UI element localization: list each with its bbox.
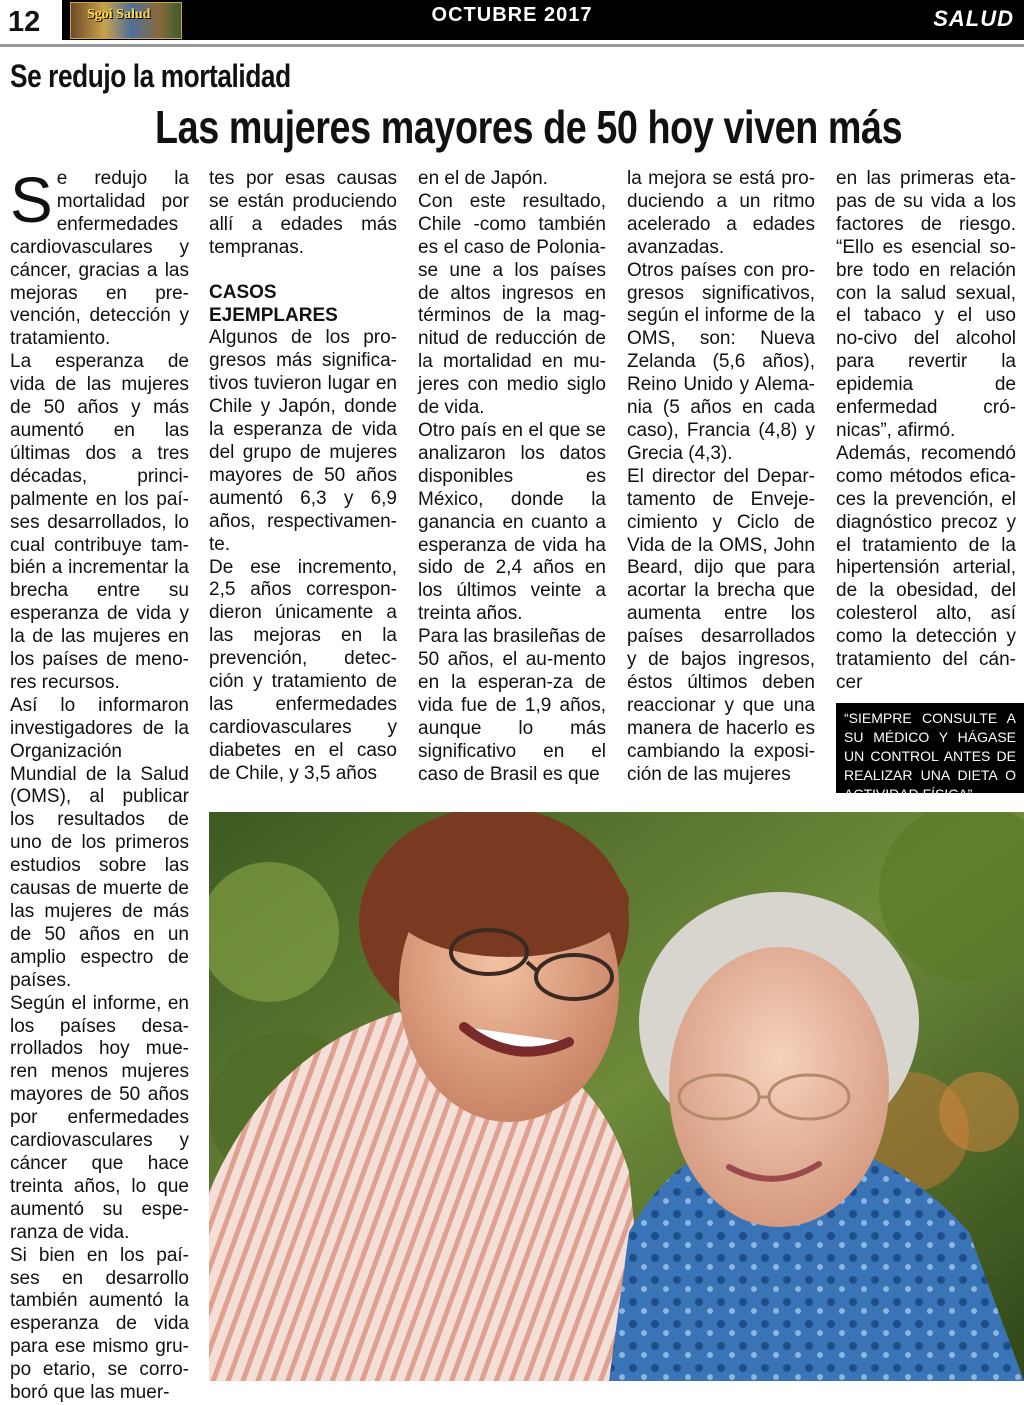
photo-two-women [209,812,1024,1381]
paragraph: Además, recomendó como métodos efica-ces la prevención, el diagnóstico precoz y el tratamiento de la hipertensión arterial, de la obesidad, del colesterol alto, así como la detección y tratamiento del cán-cer [836,442,1016,693]
page-number: 12 [0,0,62,40]
paragraph: tes por esas causas se están produciendo allí a edades más tempranas. [209,168,397,258]
paragraph: La esperanza de vida de las mujeres de 50 años y más aumentó en las últimas dos a tres décadas, princi-palmente en los paí-ses desarrollados, lo cual contribuye tam-bién a incrementar la brecha entre su esperanza de vida y la de las mujeres en los países de meno-res recursos. [10,351,189,693]
paragraph: Con este resultado, Chile -como también es el caso de Polonia- se une a los países de altos ingresos en términos de la mag-nitud de reducción de la mortalidad en mu-jeres con medio siglo de vida. [418,190,606,419]
article-headline: Las mujeres mayores de 50 hoy viven más [155,101,903,153]
paragraph: Si bien en los paí-ses en desarrollo también aumentó la esperanza de vida para ese mismo gru-po etario, se corro-boró que las muer- [10,1244,189,1404]
paragraph: De ese incremento, 2,5 años correspon-dieron únicamente a las mejoras en la prevención, detec-ción y tratamiento de las enfermedades cardiovasculares y diabetes en el caso de Chile, y 3,5 años [209,556,397,784]
paragraph: Para las brasileñas de 50 años, el au-mento en la esperan-za de vida fue de 1,9 años, aunque lo más significativo en el caso de Brasil es que [418,626,606,785]
logo-text: Sgoi Salud [87,7,151,22]
article-kicker: Se redujo la mortalidad [10,58,291,94]
issue-date: OCTUBRE 2017 [431,4,593,26]
article-column-2 [209,168,397,786]
paragraph: Otros países con pro-gresos significativos, según el informe de la OMS, son: Nueva Zelanda (5,6 años), Reino Unido y Alema-nia (5 años en cada caso), Francia (4,8) y Grecia (4,3). [627,259,815,464]
paragraph: Algunos de los pro-gresos más significa-tivos tuvieron lugar en Chile y Japón, donde la esperanza de vida del grupo de mujeres mayores de 50 años aumentó 6,3 y 6,9 años, respectivamen-te. [209,327,397,555]
paragraph: Así lo informaron investigadores de la Organización Mundial de la Salud (OMS), al publicar los resultados de uno de los primeros estudios sobre las causas de muerte de las mujeres de más de 50 años en un amplio espectro de países. [10,694,189,991]
paragraph: Según el informe, en los países desa-rrollados hoy mue-ren menos mujeres mayores de 50 años por enfermedades cardiovasculares y cáncer que hace treinta años, lo que aumentó su espe-ranza de vida. [10,992,189,1243]
paragraph: en las primeras eta-pas de su vida a los factores de riesgo. “Ello es esencial so-bre todo en relación con la salud sexual, el tabaco y el uso no-civo del alcohol para revertir la epidemia de enfermedad cró-nicas”, afirmó. [836,168,1016,441]
article-column-5 [836,168,1016,695]
paragraph: Otro país en el que se analizaron los datos disponibles es México, donde la ganancia en cuanto a esperanza de vida ha sido de 2,4 años en los últimos veinte a treinta años. [418,419,606,625]
section-subhead: CASOS EJEMPLARES [209,281,338,326]
header-divider [0,44,1024,47]
paragraph: El director del Depar-tamento de Enveje-cimiento y Ciclo de Vida de la OMS, John Beard, dijo que para acortar la brecha que aumenta entre los países desarrollados y de bajos ingresos, éstos últimos deben reaccionar y que una manera de hacerlo es cambiando la exposi-ción de las mujeres [627,465,815,785]
section-label: SALUD [933,6,1014,31]
drop-cap: S [10,164,53,236]
pull-quote: “SIEMPRE CONSULTE A SU MÉDICO Y HÁGASE UN CONTROL ANTES DE REALIZAR UNA DIETA O ACTIVIDAD FÍSICA” [836,703,1024,793]
paragraph: en el de Japón. [418,168,548,189]
paragraph: Se redujo la mortalidad por enfermedades cardiovasculares y cáncer, gracias a las mejoras en pre-vención, detección y tratamiento. [10,164,189,350]
article-column-3 [418,168,606,786]
article-column-4 [627,168,815,786]
article-photo [209,812,1024,1381]
paragraph: la mejora se está pro-duciendo a un ritmo acelerado a edades avanzadas. [627,168,815,258]
article-column-1 [10,164,189,1405]
